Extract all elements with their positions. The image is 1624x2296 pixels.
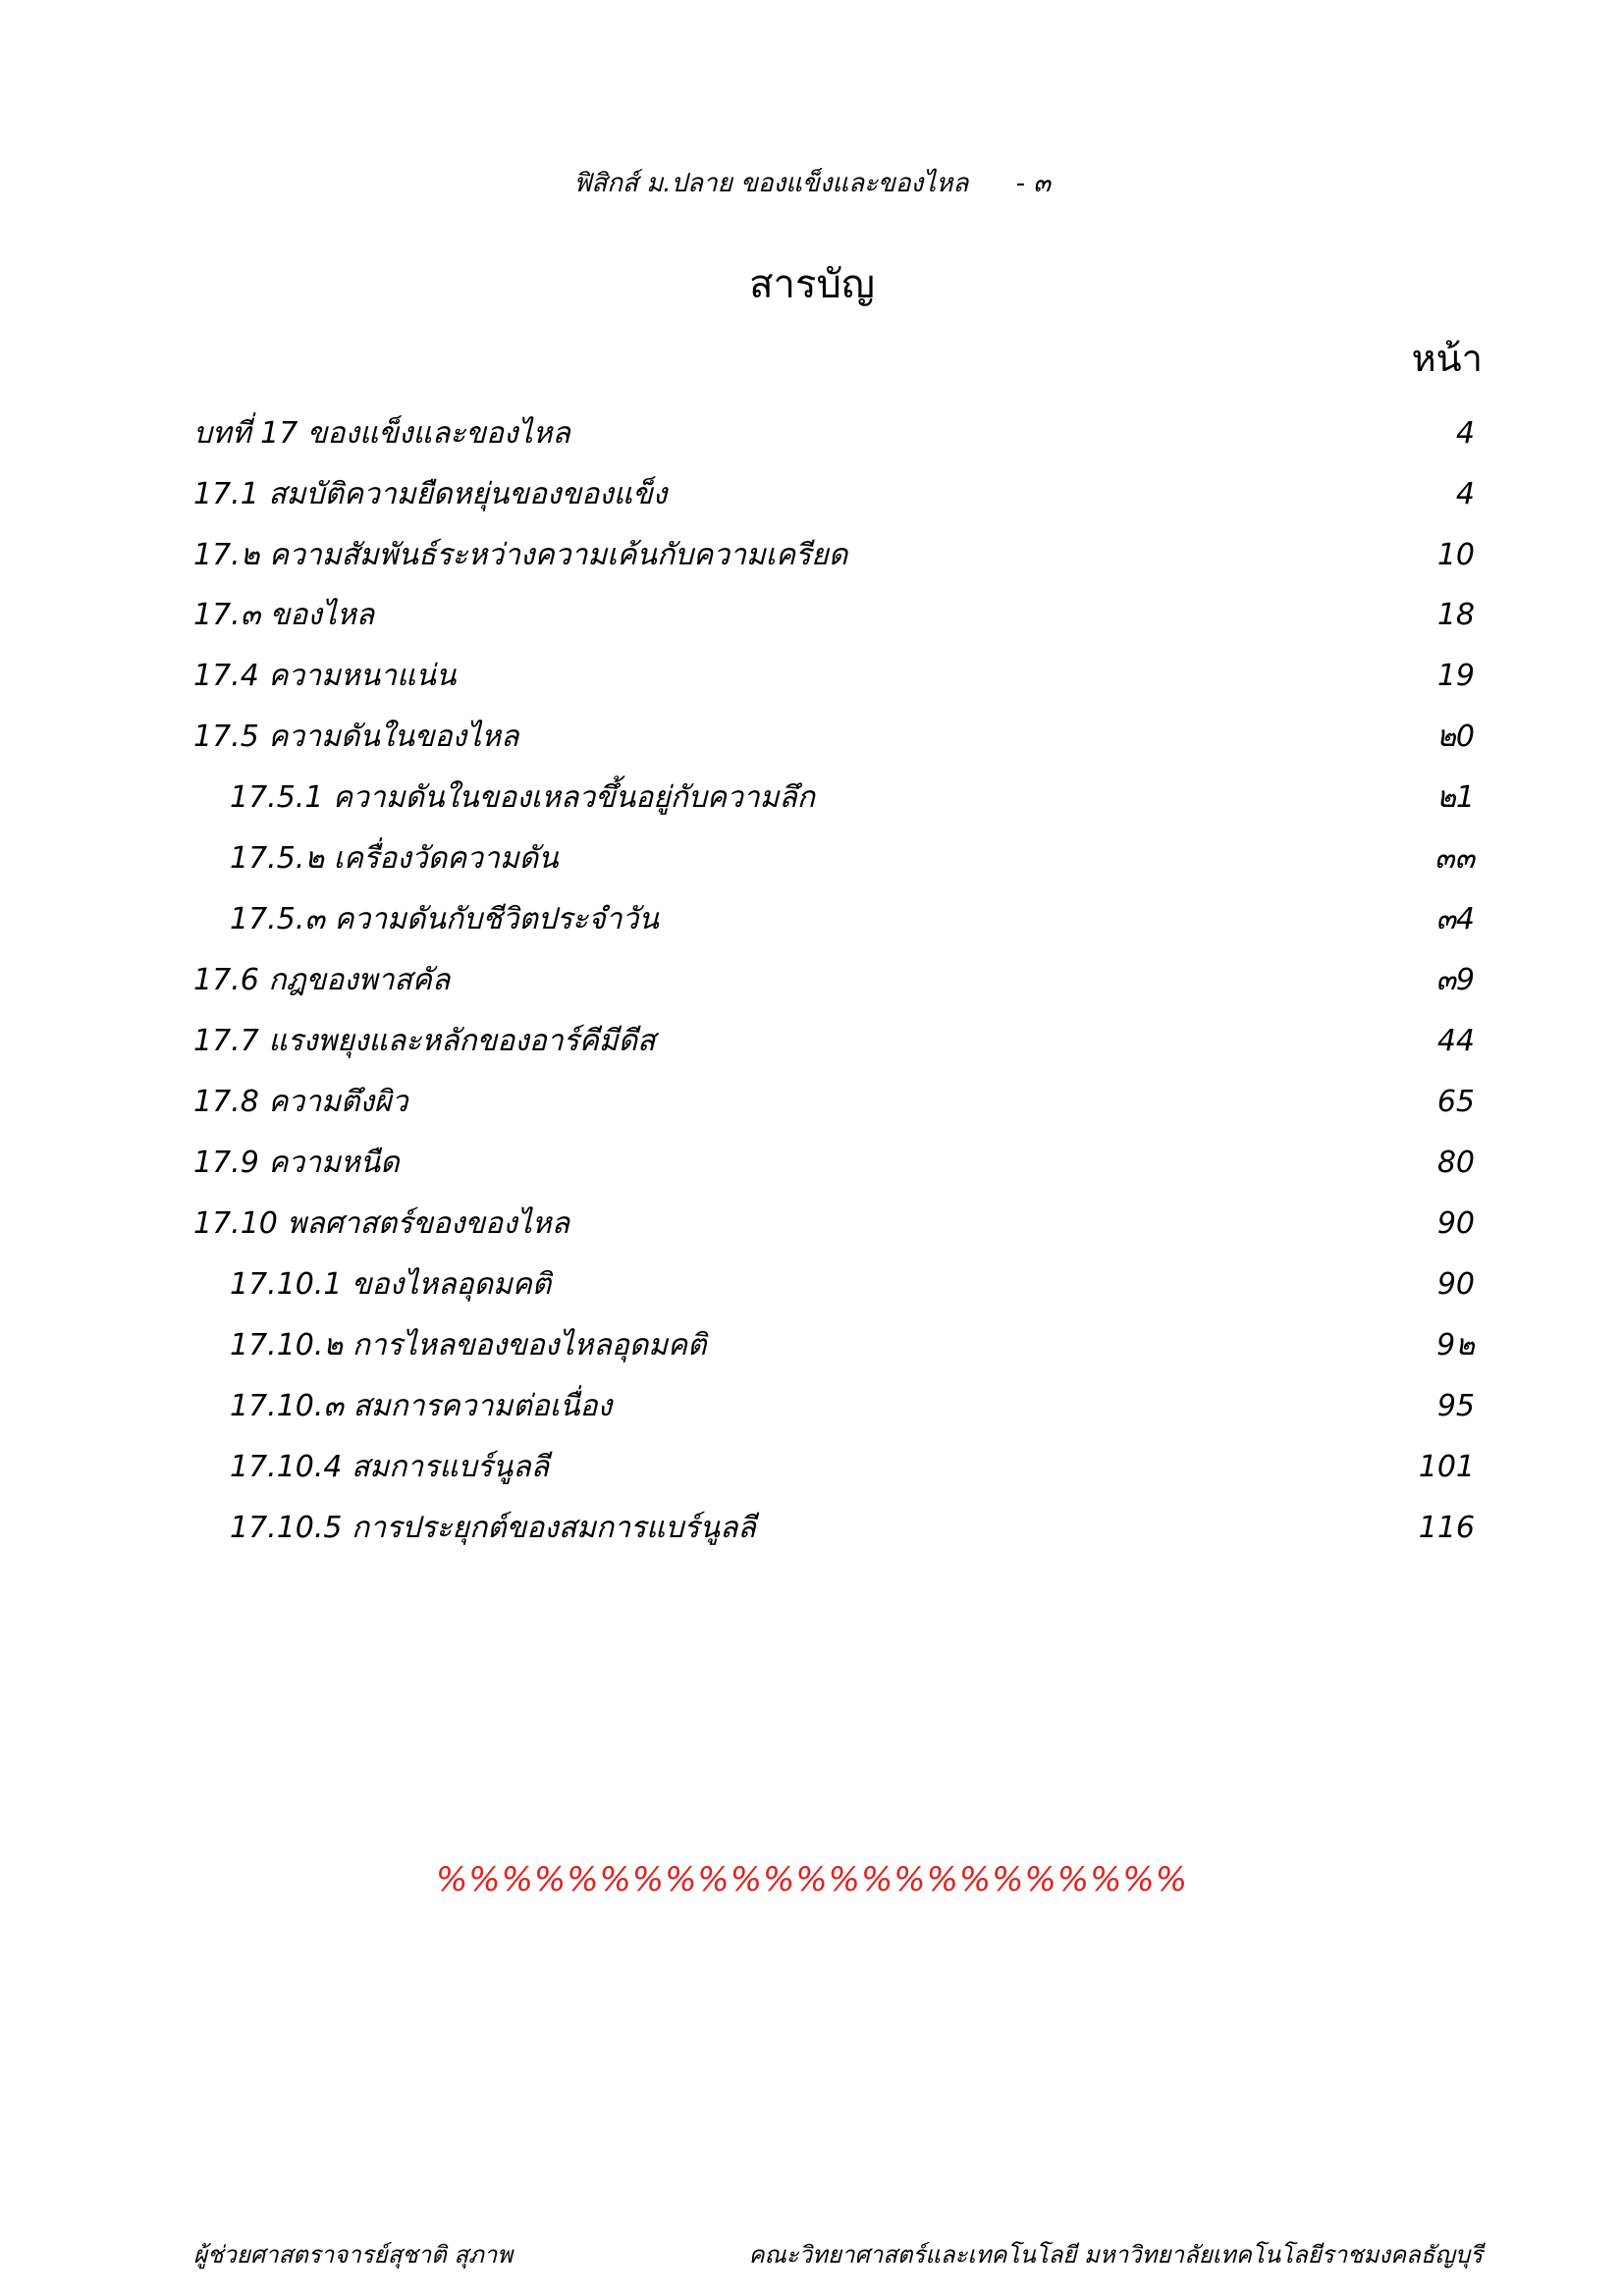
toc-entry-page: 19: [1436, 658, 1475, 693]
toc-entry-page: 65: [1436, 1084, 1475, 1119]
toc-entry-page: 95: [1436, 1388, 1475, 1423]
toc-entry-page: 80: [1436, 1145, 1475, 1180]
header-page-number: ๓: [1033, 169, 1051, 198]
toc-entry: [193, 533, 1475, 576]
toc-entry-label: 17.10.1 ของไหลอุดมคติ: [230, 1266, 552, 1302]
toc-subentry: [230, 775, 1475, 819]
toc-entry: [193, 1201, 1475, 1245]
toc-entry-label: 17.4 ความหนาแน่น: [193, 658, 457, 693]
toc-entry-page: ๓9: [1435, 962, 1475, 997]
toc-entry-page: ๒1: [1436, 779, 1475, 815]
toc-entry-page: 90: [1436, 1266, 1475, 1302]
running-title: ฟิสิกส์ ม.ปลาย ของแข็งและของไหล: [573, 169, 969, 198]
toc-entry-label: 17.5.1 ความดันในของเหลวขึ้นอยู่กับความลึก: [230, 779, 815, 815]
toc-entry-page: 4: [1455, 415, 1475, 451]
section-divider: %%%%%%%%%%%%%%%%%%%%%%%: [435, 1860, 1189, 1899]
toc-entry-label: 17.10.5 การประยุกต์ของสมการแบร์นูลลี: [230, 1510, 756, 1545]
toc-entry-page: 4: [1455, 476, 1475, 511]
toc-entry: [193, 654, 1475, 697]
toc-entry-page: ๓4: [1435, 901, 1475, 936]
toc-entry: [193, 472, 1475, 515]
toc-entry-label: 17.๒ ความสัมพันธ์ระหว่างความเค้นกับความเครียด: [193, 537, 848, 572]
toc-entry-label: 17.7 แรงพยุงและหลักของอาร์คีมีดีส: [193, 1023, 656, 1058]
toc-entry-page: 10: [1436, 537, 1475, 572]
toc-entry-label: 17.5.๓ ความดันกับชีวิตประจำวัน: [230, 901, 659, 936]
toc-entry-label: 17.10.4 สมการแบร์นูลลี: [230, 1449, 550, 1484]
toc-entry-label: 17.10.๒ การไหลของของไหลอุดมคติ: [230, 1327, 707, 1362]
toc-entry-label: 17.๓ ของไหล: [193, 597, 375, 632]
toc-entry-label: บทที่ 17 ของแข็งและของไหล: [193, 415, 570, 451]
toc-subentry: [230, 1384, 1475, 1427]
toc-subentry: [230, 1323, 1475, 1366]
toc-entry: [193, 958, 1475, 1001]
toc-entry: [193, 1080, 1475, 1123]
toc-entry-label: 17.5 ความดันในของไหล: [193, 719, 519, 754]
toc-entry-page: 101: [1418, 1449, 1475, 1484]
toc-entry-page: 44: [1436, 1023, 1475, 1058]
toc-entry-page: 18: [1436, 597, 1475, 632]
toc-entry-page: 9๒: [1436, 1327, 1475, 1362]
toc-entry-label: 17.5.๒ เครื่องวัดความดัน: [230, 840, 559, 876]
toc-entry: [193, 1141, 1475, 1184]
toc-entry-label: 17.10.๓ สมการความต่อเนื่อง: [230, 1388, 613, 1423]
toc-entry-label: 17.9 ความหนืด: [193, 1145, 400, 1180]
page-column-label: หน้า: [1411, 337, 1483, 380]
toc-entry-page: ๒0: [1436, 719, 1475, 754]
toc-subentry: [230, 1262, 1475, 1306]
toc-subentry: [230, 1445, 1475, 1488]
toc-entry-label: 17.10 พลศาสตร์ของของไหล: [193, 1205, 569, 1241]
header-separator: -: [1015, 169, 1025, 198]
footer-author: ผู้ช่วยศาสตราจารย์สุชาติ สุภาพ: [193, 2241, 514, 2269]
toc-entry-page: 90: [1436, 1205, 1475, 1241]
footer-institution: คณะวิทยาศาสตร์และเทคโนโลยี มหาวิทยาลัยเทคโนโลยีราชมงคลธัญบุรี: [748, 2241, 1483, 2269]
toc-entry-page: 116: [1418, 1510, 1475, 1545]
toc-entry: [193, 593, 1475, 636]
toc-subentry: [230, 836, 1475, 880]
toc-entry: [193, 411, 1475, 454]
toc-entry-label: 17.8 ความตึงผิว: [193, 1084, 408, 1119]
toc-entry-label: 17.1 สมบัติความยืดหยุ่นของของแข็ง: [193, 476, 668, 511]
toc-subentry: [230, 1506, 1475, 1549]
toc-entry-label: 17.6 กฎของพาสคัล: [193, 962, 451, 997]
page-title: สารบัญ: [749, 262, 875, 307]
toc-entry: [193, 715, 1475, 758]
toc-subentry: [230, 897, 1475, 940]
toc-entry: [193, 1019, 1475, 1062]
toc-entry-page: ๓๓: [1434, 840, 1475, 876]
